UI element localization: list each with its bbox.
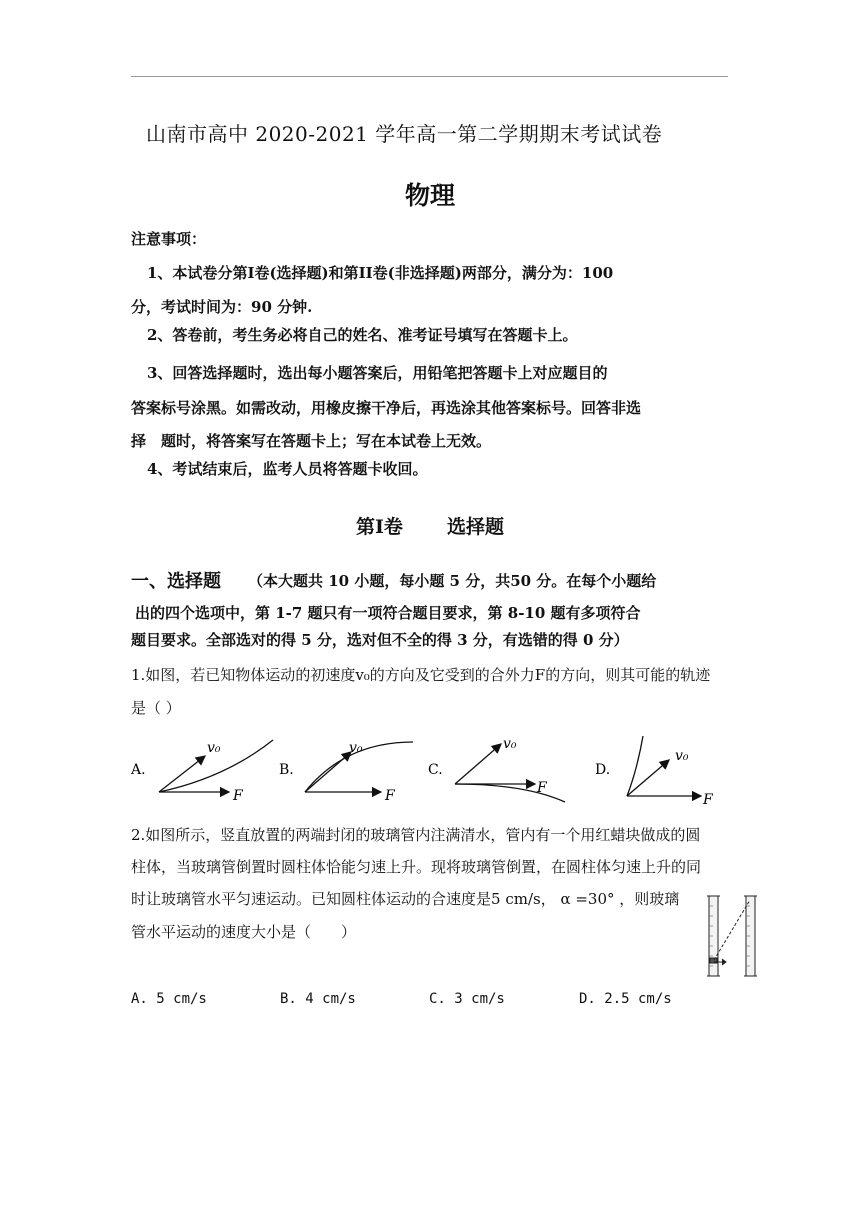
q1-option-d-label: D.	[595, 762, 611, 778]
notes-heading: 注意事项：	[131, 230, 207, 248]
header-rule	[131, 76, 728, 77]
q2-option-b: B. 4 cm/s	[280, 991, 356, 1007]
q2-option-c: C. 3 cm/s	[429, 991, 505, 1007]
exam-title: 山南市高中 2020-2021 学年高一第二学期期末考试试卷	[146, 122, 663, 146]
q2-stem: 时让玻璃管水平匀速运动。已知圆柱体运动的合速度是5 cm/s， α =30° ，则玻璃	[131, 890, 680, 908]
q2-option-d: D. 2.5 cm/s	[579, 991, 672, 1007]
q1-figure-c	[455, 736, 565, 802]
q1-figures	[125, 730, 725, 806]
part-name: 选择题	[446, 516, 504, 538]
subject-title: 物理	[404, 181, 455, 210]
note-line: 2、答卷前，考生务必将自己的姓名、准考证号填写在答题卡上。	[147, 326, 578, 344]
f-label: F	[385, 788, 395, 804]
f-label: F	[703, 792, 713, 806]
note-line: 择 题时，将答案写在答题卡上；写在本试卷上无效。	[131, 432, 492, 450]
q2-stem: 管水平运动的速度大小是（ ）	[131, 923, 357, 941]
q2-glass-tube-figure	[700, 888, 760, 980]
v0-label: v₀	[503, 736, 517, 752]
v0-label: v₀	[207, 740, 221, 756]
q1-option-a-label: A.	[131, 762, 146, 778]
part-title	[0, 512, 860, 539]
note-line: 答案标号涂黑。如需改动，用橡皮擦干净后，再选涂其他答案标号。回答非选	[131, 399, 642, 417]
note-line: 分，考试时间为：90 分钟.	[131, 298, 313, 316]
q1-stem: 是（ ）	[131, 699, 181, 717]
q1-option-c-label: C.	[428, 762, 443, 778]
note-line: 4、考试结束后，监考人员将答题卡收回。	[147, 460, 428, 478]
q2-option-a: A. 5 cm/s	[131, 991, 207, 1007]
f-label: F	[537, 780, 547, 796]
q1-stem: 1.如图，若已知物体运动的初速度v₀的方向及它受到的合外力F的方向，则其可能的轨迹	[131, 666, 711, 684]
q2-stem: 2.如图所示，竖直放置的两端封闭的玻璃管内注满清水，管内有一个用红蜡块做成的圆	[131, 826, 701, 844]
note-line: 3、回答选择题时，选出每小题答案后，用铅笔把答题卡上对应题目的	[147, 364, 608, 382]
q1-figure-b	[305, 740, 413, 804]
q1-figure-a	[159, 740, 273, 804]
section-desc: 出的四个选项中，第 1-7 题只有一项符合题目要求，第 8-10 题有多项符合	[135, 604, 641, 622]
note-line: 1、本试卷分第Ⅰ卷(选择题)和第II卷(非选择题)两部分，满分为：100	[147, 264, 614, 282]
section-heading: 一、选择题	[131, 571, 221, 592]
q2-stem: 柱体，当玻璃管倒置时圆柱体恰能匀速上升。现将玻璃管倒置，在圆柱体匀速上升的同	[131, 858, 702, 876]
v0-label: v₀	[675, 748, 689, 764]
section-desc: 题目要求。全部选对的得 5 分，选对但不全的得 3 分，有选错的得 0 分）	[131, 631, 629, 649]
f-label: F	[233, 788, 243, 804]
q1-option-b-label: B.	[279, 762, 294, 778]
part-label: 第Ⅰ卷	[356, 516, 403, 538]
section-desc: （本大题共 10 小题，每小题 5 分，共50 分。在每个小题给	[248, 572, 657, 590]
v0-label: v₀	[349, 740, 363, 756]
q1-figure-d	[627, 736, 714, 806]
